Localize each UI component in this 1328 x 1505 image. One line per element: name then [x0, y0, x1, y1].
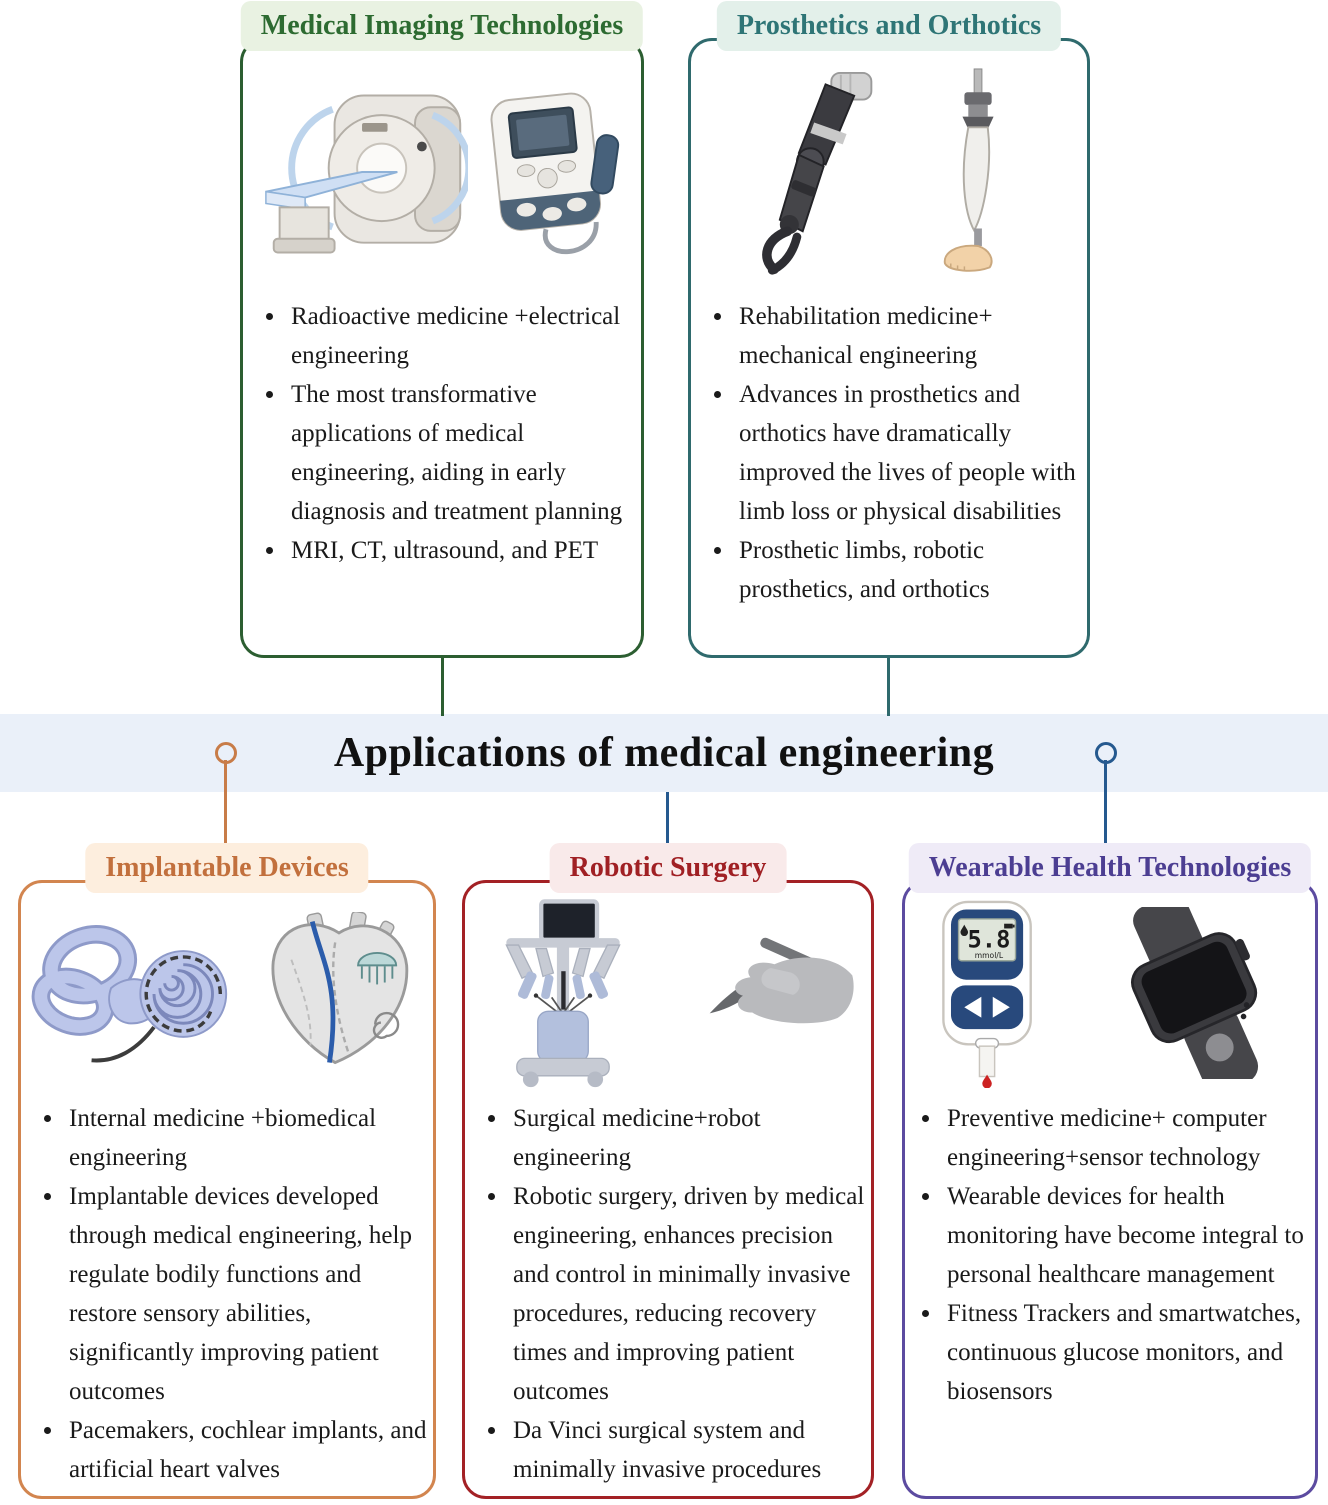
implantable-bullets: [21, 1099, 433, 1489]
prosthetic-arm-icon: [755, 69, 879, 284]
svg-text:5.8: 5.8: [967, 924, 1011, 953]
svg-text:mmol/L: mmol/L: [974, 950, 1004, 960]
mri-scanner-icon: [260, 89, 468, 264]
hand-scalpel-icon: [680, 936, 856, 1055]
bullet: • The most transformative applications of medical engineering, aiding in early diagnosis and treatment planning: [287, 375, 635, 531]
bullet: • Prosthetic limbs, robotic prosthetics, and orthotics: [735, 531, 1081, 609]
card-title-wearable-health: Wearable Health Technologies: [909, 843, 1311, 893]
card-title-implantable-devices: Implantable Devices: [85, 843, 368, 893]
prosthetics-bullets: [691, 297, 1087, 609]
connector-implantable-line: [224, 760, 227, 844]
wearable-illustrations: [905, 905, 1315, 1085]
bullet: • Preventive medicine+ computer engineering+sensor technology: [943, 1099, 1315, 1177]
bullet: • Surgical medicine+robot engineering: [509, 1099, 865, 1177]
card-prosthetics: [688, 10, 1090, 658]
heart-pacemaker-icon: [253, 912, 425, 1079]
card-title-prosthetics: Prosthetics and Orthotics: [717, 1, 1061, 51]
center-band: [0, 714, 1328, 792]
prosthetic-leg-icon: [935, 67, 1023, 286]
card-implantable-devices: [18, 852, 436, 1499]
bullet: • Fitness Trackers and smartwatches, continuous glucose monitors, and biosensors: [943, 1294, 1315, 1411]
robotic-bullets: [465, 1099, 871, 1489]
bullet: • Advances in prosthetics and orthotics have dramatically improved the lives of people with limb loss or physical disabilities: [735, 375, 1081, 531]
bullet: • Rehabilitation medicine+ mechanical engineering: [735, 297, 1081, 375]
bullet: • Robotic surgery, driven by medical engineering, enhances precision and control in minimally invasive procedures, reducing recovery times and improving patient outcomes: [509, 1177, 865, 1411]
card-medical-imaging: [240, 10, 644, 658]
ultrasound-machine-icon: [476, 86, 624, 267]
card-title-robotic-surgery: Robotic Surgery: [550, 843, 787, 893]
bullet: • Internal medicine +biomedical engineering: [65, 1099, 427, 1177]
bullet: • MRI, CT, ultrasound, and PET: [287, 531, 635, 570]
bullet: • Pacemakers, cochlear implants, and artificial heart valves: [65, 1411, 427, 1489]
cochlear-implant-icon: [29, 914, 239, 1077]
card-robotic-surgery: [462, 852, 874, 1499]
medical-imaging-bullets: [243, 297, 641, 570]
bullet: • Da Vinci surgical system and minimally invasive procedures: [509, 1411, 865, 1489]
robotic-illustrations: [465, 905, 871, 1085]
connector-robotic-line: [666, 792, 669, 844]
implantable-illustrations: [21, 905, 433, 1085]
prosthetics-illustrations: [691, 69, 1087, 283]
wearable-bullets: [905, 1099, 1315, 1411]
card-wearable-health: [902, 852, 1318, 1499]
bullet: • Wearable devices for health monitoring have become integral to personal healthcare management: [943, 1177, 1315, 1294]
bullet: • Radioactive medicine +electrical engineering: [287, 297, 635, 375]
connector-wearable-line: [1104, 760, 1107, 844]
bullet: • Implantable devices developed through medical engineering, help regulate bodily functions and restore sensory abilities, significantly improving patient outcomes: [65, 1177, 427, 1411]
card-title-medical-imaging: Medical Imaging Technologies: [241, 1, 643, 51]
connector-prosthetics-line: [887, 656, 890, 716]
medical-imaging-illustrations: [243, 69, 641, 283]
surgical-robot-icon: [480, 898, 646, 1093]
glucose-meter-icon: [932, 898, 1044, 1093]
smartwatch-icon: [1088, 907, 1288, 1084]
diagram-title: Applications of medical engineering: [333, 730, 995, 776]
connector-imaging-line: [441, 656, 444, 716]
